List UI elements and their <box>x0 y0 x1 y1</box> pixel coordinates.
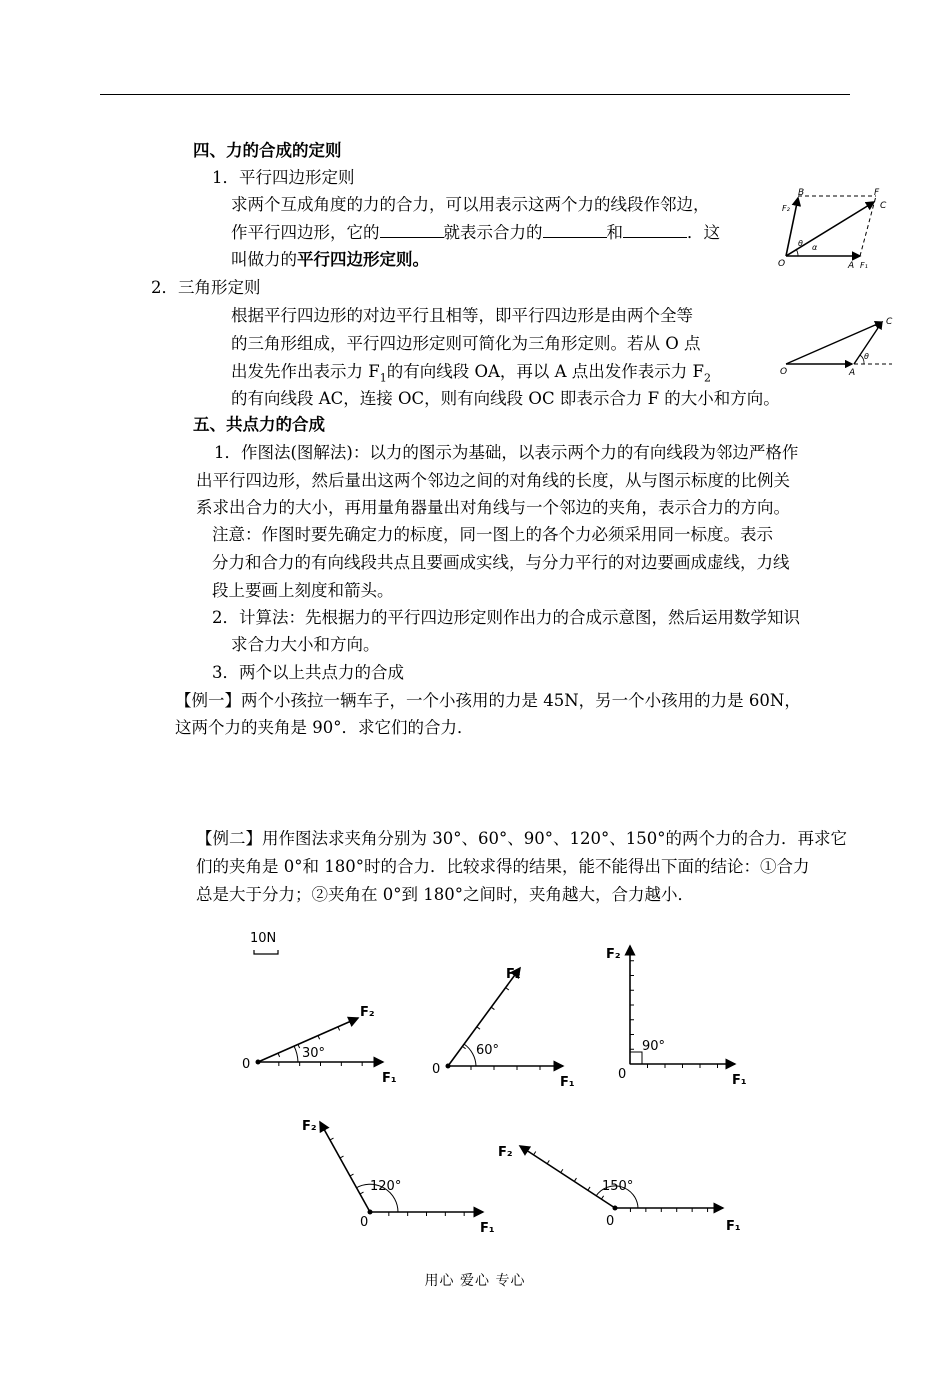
tick-mark <box>534 1152 536 1155</box>
f2-label: F₂ <box>606 947 621 962</box>
m1-line1: 1．作图法(图解法)：以力的图示为基础，以表示两个力的有向线段为邻边严格作 <box>214 443 799 462</box>
p1-line3 <box>231 249 429 271</box>
p1-text-e: 叫做力的 <box>231 250 297 269</box>
f2-label: F₂ <box>498 1145 513 1160</box>
tick-mark <box>561 1169 563 1172</box>
angle-label-120: 120° <box>370 1179 402 1194</box>
p2-sub2: 2 <box>704 371 711 385</box>
header-rule <box>100 94 850 95</box>
p1-rule-name: 平行四边形定则。 <box>297 250 429 269</box>
tick-mark <box>278 1053 280 1057</box>
p2-sub1: 1 <box>379 371 387 385</box>
tick-mark <box>330 1138 333 1140</box>
f1-label: F₁ <box>382 1071 397 1086</box>
note-line2: 分力和合力的有向线段共点且要画成实线，与分力平行的对边要画成虚线，力线 <box>212 553 790 572</box>
diagram-120 <box>302 1119 495 1236</box>
note-line3: 段上要画上刻度和箭头。 <box>212 581 394 600</box>
angle-label-90: 90° <box>642 1039 666 1054</box>
tick-mark <box>547 1160 549 1163</box>
f1-label: F₁ <box>726 1219 741 1234</box>
label-o: O <box>778 259 786 269</box>
tick-mark <box>340 1156 343 1158</box>
fill-blank-3 <box>623 221 687 238</box>
triangle-figure <box>780 312 896 376</box>
m1-line3: 系求出合力的大小，再用量角器量出对角线与一个邻边的夹角，表示合力的方向。 <box>196 498 790 517</box>
diagram-30 <box>242 1005 397 1086</box>
page-footer: 用心 爱心 专心 <box>424 1273 526 1289</box>
diagram-150 <box>498 1145 741 1234</box>
p2-line4: 的有向线段 AC，连接 OC，则有向线段 OC 即表示合力 F 的大小和方向。 <box>231 389 780 408</box>
p1-text-d: ．这 <box>687 223 720 242</box>
example1-line1: 【例一】两个小孩拉一辆车子，一个小孩用的力是 45N，另一个小孩用的力是 60N， <box>175 691 801 710</box>
f2-label: F₂ <box>360 1005 375 1020</box>
tri-label-c: C <box>886 317 893 327</box>
f2-label: F₂ <box>302 1119 317 1134</box>
label-c: C <box>880 201 887 211</box>
scale-bar <box>254 950 278 954</box>
p2-text-b: 的有向线段 OA，再以 A 点出发作表示力 F <box>386 362 704 381</box>
fill-blank-1 <box>380 221 444 238</box>
label-alpha: α <box>812 243 818 252</box>
section4-heading: 四、力的合成的定则 <box>193 141 342 160</box>
p1-text-b: 就表示合力的 <box>443 223 543 242</box>
p2-line3 <box>231 361 711 383</box>
label-b: B <box>798 188 805 198</box>
f2-label: F₂ <box>506 967 521 982</box>
note-line1: 注意：作图时要先确定力的标度，同一图上的各个力必须采用同一标度。表示 <box>212 525 773 544</box>
p1-line1: 求两个互成角度的力的合力，可以用表示这两个力的线段作邻边， <box>231 195 710 214</box>
diagram-90 <box>606 946 747 1088</box>
origin-label: 0 <box>360 1215 369 1230</box>
tick-mark <box>588 1187 590 1190</box>
tick-mark <box>338 1027 340 1031</box>
tick-mark <box>477 1027 480 1029</box>
origin-label: 0 <box>618 1067 627 1082</box>
m3-title: 3．两个以上共点力的合成 <box>212 663 404 682</box>
tick-mark <box>574 1178 576 1181</box>
f1-label: F₁ <box>480 1221 495 1236</box>
parallelogram-figure <box>776 186 894 272</box>
f1-label: F₁ <box>732 1073 747 1088</box>
tick-mark <box>350 1174 353 1176</box>
section5-heading: 五、共点力的合成 <box>193 415 325 434</box>
tick-mark <box>506 988 509 990</box>
m2-line2: 求合力大小和方向。 <box>231 635 380 654</box>
tick-mark <box>360 1192 363 1194</box>
label-a: A <box>848 261 855 271</box>
m2-line1: 2．计算法：先根据力的平行四边形定则作出力的合成示意图，然后运用数学知识 <box>212 608 800 627</box>
diagram-60 <box>432 967 575 1090</box>
m1-line2: 出平行四边形，然后量出这两个邻边之间的对角线的长度，从与图示标度的比例关 <box>196 471 790 490</box>
label-f2: F₂ <box>782 204 790 213</box>
tri-label-theta: θ <box>864 352 869 361</box>
example2-line3: 总是大于分力；②夹角在 0°到 180°之间时，夹角越大，合力越小． <box>196 885 694 904</box>
label-theta: θ <box>798 239 803 248</box>
sub2-title: 2．三角形定则 <box>151 278 261 297</box>
tri-label-a: A <box>849 368 856 376</box>
p2-line2: 的三角形组成，平行四边形定则可简化为三角形定则。若从 O 点 <box>231 334 701 353</box>
label-f: F <box>874 188 880 198</box>
tick-mark <box>601 1196 603 1199</box>
tick-mark <box>491 1007 494 1009</box>
origin-label: 0 <box>606 1214 615 1229</box>
tick-mark <box>298 1044 300 1048</box>
scale-label: 10N <box>250 931 277 946</box>
p2-line1: 根据平行四边形的对边平行且相等，即平行四边形是由两个全等 <box>231 306 693 325</box>
sub1-title: 1．平行四边形定则 <box>212 168 355 187</box>
origin-label: 0 <box>242 1057 251 1072</box>
angle-label-60: 60° <box>476 1043 500 1058</box>
origin-label: 0 <box>432 1062 441 1077</box>
p1-text-a: 作平行四边形，它的 <box>231 223 380 242</box>
f1-label: F₁ <box>560 1075 575 1090</box>
tick-mark <box>318 1036 320 1040</box>
angle-label-150: 150° <box>602 1179 634 1194</box>
tri-label-o: O <box>780 367 788 376</box>
force-diagrams <box>230 920 790 1250</box>
example2-line1: 【例二】用作图法求夹角分别为 30°、60°、90°、120°、150°的两个力的合力．再求它 <box>196 829 847 848</box>
p1-line2 <box>231 221 720 244</box>
angle-label-30: 30° <box>302 1046 326 1061</box>
fill-blank-2 <box>543 221 607 238</box>
label-f1: F₁ <box>860 261 868 270</box>
example1-line2: 这两个力的夹角是 90°．求它们的合力． <box>175 718 474 737</box>
p2-text-a: 出发先作出表示力 F <box>231 362 380 381</box>
example2-line2: 们的夹角是 0°和 180°时的合力．比较求得的结果，能不能得出下面的结论：①合力 <box>196 857 810 876</box>
p1-text-c: 和 <box>606 223 623 242</box>
tick-mark <box>462 1046 465 1048</box>
